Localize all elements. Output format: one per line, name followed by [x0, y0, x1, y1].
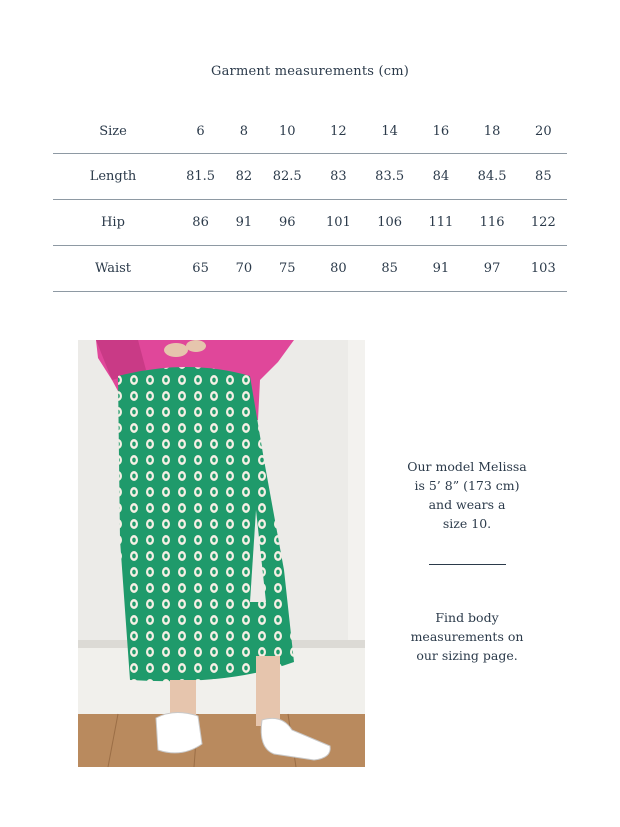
- size-header-cell: 14: [381, 123, 398, 139]
- size-header-cell: 12: [330, 123, 347, 139]
- table-row-length: [53, 153, 567, 199]
- table-cell: 106: [377, 214, 403, 230]
- table-cell: 103: [530, 260, 556, 276]
- size-header-cell: 8: [239, 123, 249, 139]
- size-header-cell: 16: [432, 123, 450, 139]
- size-header-cell: 10: [278, 123, 296, 139]
- row-label: Waist: [94, 260, 132, 276]
- table-cell: 122: [530, 214, 556, 230]
- divider: [429, 564, 506, 565]
- table-cell: 85: [381, 260, 398, 276]
- table-cell: 75: [278, 260, 296, 276]
- table-cell: 82: [235, 168, 253, 184]
- table-cell: 116: [479, 214, 505, 230]
- table-cell: 97: [483, 260, 501, 276]
- row-label: Length: [89, 168, 137, 184]
- table-cell: 70: [235, 260, 253, 276]
- model-info-line: and wears a: [428, 497, 506, 512]
- table-cell: 83.5: [375, 168, 405, 184]
- table-cell: 91: [235, 214, 253, 230]
- table-row-hip: [53, 199, 567, 245]
- size-header-label: Size: [99, 123, 127, 139]
- size-header-cell: 18: [483, 123, 501, 139]
- model-info-line: Our model Melissa: [407, 459, 527, 474]
- table-cell: 80: [330, 260, 347, 276]
- size-header-cell: 6: [196, 123, 205, 139]
- table-cell: 101: [326, 214, 351, 230]
- model-photo: [78, 340, 365, 767]
- table-header-row: [53, 110, 567, 153]
- table-cell: 86: [192, 214, 209, 230]
- table-cell: 96: [278, 214, 296, 230]
- table-cell: 84: [432, 168, 450, 184]
- table-cell: 111: [428, 214, 454, 230]
- garment-measurements-table: [53, 110, 567, 292]
- sizing-note-line: measurements on: [410, 629, 524, 644]
- model-info-note: [394, 457, 540, 533]
- table-cell: 91: [432, 260, 450, 276]
- size-header-cell: 20: [535, 123, 552, 139]
- table-cell: 84.5: [477, 168, 507, 184]
- row-label: Hip: [101, 214, 125, 230]
- sizing-note-line: our sizing page.: [416, 648, 518, 663]
- sizing-page-note: [394, 608, 540, 665]
- table-cell: 81.5: [186, 168, 216, 184]
- model-photo-illustration: [78, 340, 365, 767]
- model-info-line: is 5’ 8” (173 cm): [414, 478, 520, 493]
- table-cell: 85: [535, 168, 552, 184]
- page-title: Garment measurements (cm): [211, 64, 409, 79]
- table-row-waist: [53, 245, 567, 291]
- model-info-line: size 10.: [442, 516, 492, 531]
- table-cell: 65: [192, 260, 209, 276]
- table-cell: 82.5: [272, 168, 302, 184]
- table-cell: 83: [330, 168, 347, 184]
- sizing-note-line: Find body: [435, 610, 499, 625]
